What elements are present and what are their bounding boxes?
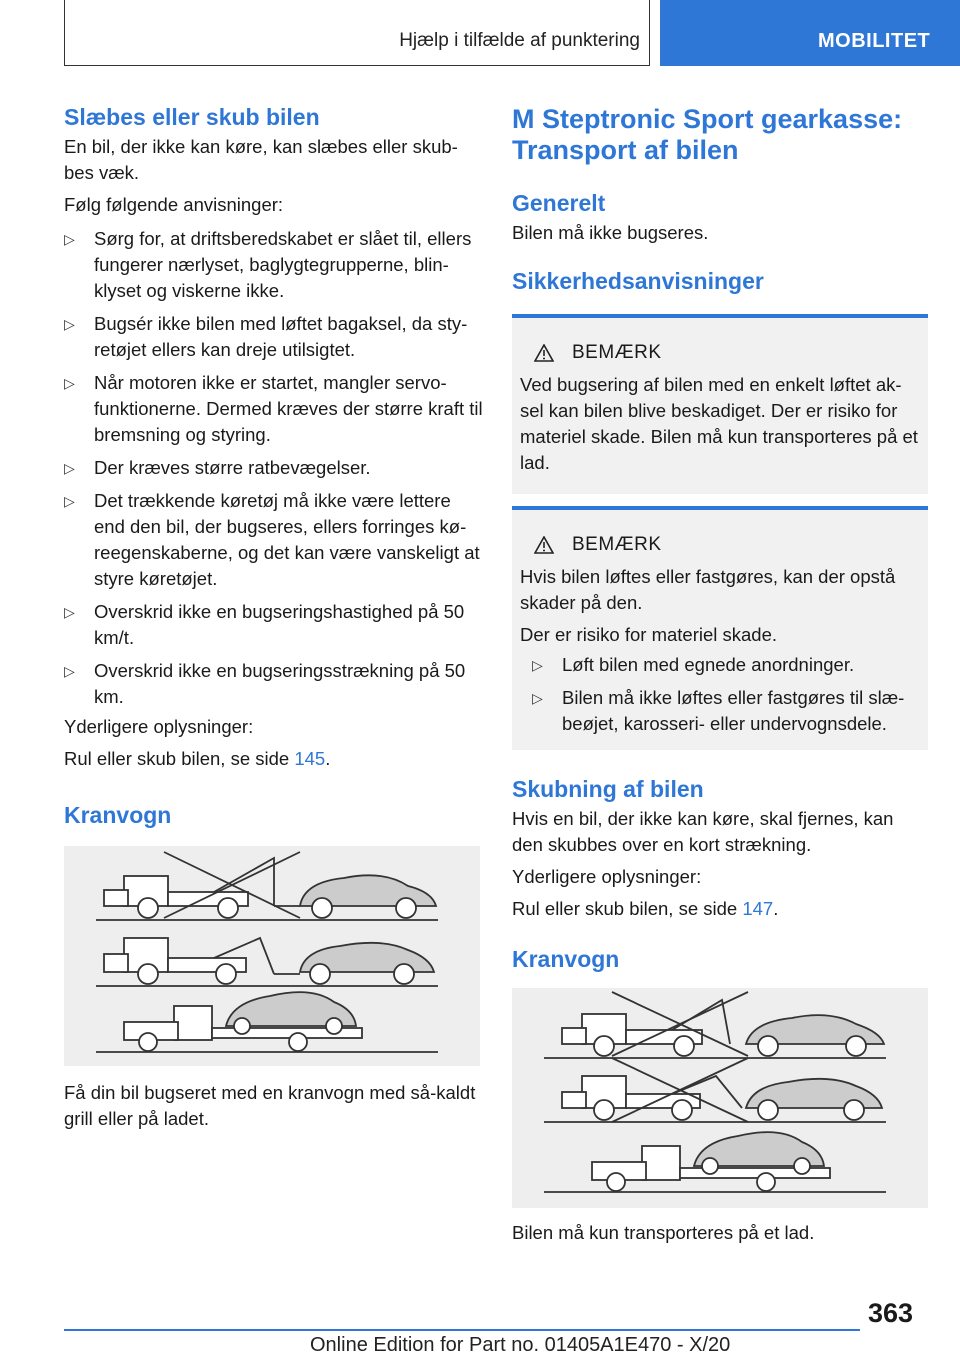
warning-triangle-icon [534,344,554,362]
triangle-bullet-icon: ▷ [64,231,75,247]
caution-note-1 [512,314,928,494]
general-text: Bilen må ikke bugseres. [512,222,709,243]
more-info-label: Yderligere oplysninger: [512,866,702,887]
triangle-bullet-icon: ▷ [64,663,75,679]
list-item: ▷ Bilen må ikke løftes eller fastgøres til slæ-beøjet, karosseri- eller undervognsdele. [532,687,905,734]
reference: Rul eller skub bilen, se side 145. [64,748,331,769]
caution-note-2 [512,506,928,750]
list-item: ▷ Overskrid ikke en bugseringshastighed på 50 km/t. [64,601,465,648]
section-title-transport: M Steptronic Sport gearkasse: Transport af bilen [512,104,903,165]
triangle-bullet-icon: ▷ [64,375,75,391]
page-link[interactable]: 145 [294,748,326,769]
triangle-bullet-icon: ▷ [532,657,543,673]
triangle-bullet-icon: ▷ [64,460,75,476]
left-column [64,100,484,1132]
header-tab[interactable] [660,0,960,66]
caution-list [532,652,920,737]
tow-instructions-list [64,226,484,710]
subsection-title-kranvogn: Kranvogn [512,946,620,972]
right-column [512,100,928,1246]
subsection-title-push: Skubning af bilen [512,776,704,802]
flatbed-illustration [512,988,928,1208]
subsection-title-general: Generelt [512,190,606,216]
flatbed-diagram [512,988,928,1208]
footer-edition: Online Edition for Part no. 01405A1E470 - X/20 [310,1334,731,1356]
more-info-label: Yderligere oplysninger: [64,716,254,737]
triangle-bullet-icon: ▷ [64,316,75,332]
triangle-bullet-icon: ▷ [532,690,543,706]
page-number: 363 [868,1298,914,1328]
list-item: ▷ Det trækkende køretøj må ikke være lettere end den bil, der bugseres, ellers forringes kø-reegenskaberne, og det kan være vanskeligt at styre køretøjet. [64,490,480,589]
header-section-title: Hjælp i tilfælde af punktering [399,30,640,51]
list-item: ▷ Overskrid ikke en bugseringsstrækning på 50 km. [64,660,466,707]
tow-truck-illustration [64,846,480,1066]
reference: Rul eller skub bilen, se side 147. [512,898,779,919]
section-title-kranvogn: Kranvogn [64,802,172,828]
list-item: ▷ Bugsér ikke bilen med løftet bagaksel, da sty-retøjet ellers kan dreje utilsigtet. [64,313,468,360]
subsection-title-safety: Sikkerhedsanvisninger [512,268,764,294]
caution-text: Ved bugsering af bilen med en enkelt løftet ak-sel kan bilen blive beskadiget. Der er risiko for materiel skade. Bilen må kun transporteres på et lad. [520,374,918,473]
list-item: ▷ Sørg for, at driftsberedskabet er slået til, ellers fungerer nærlyset, baglygtegrupperne, blin-klyset og viskerne ikke. [64,228,472,301]
section-title-tow: Slæbes eller skub bilen [64,104,320,130]
caution-text: Hvis bilen løftes eller fastgøres, kan der opstå skader på den. [520,566,896,613]
tow-truck-diagram [64,846,480,1066]
tow-intro: En bil, der ikke kan køre, kan slæbes eller skub-bes væk. [64,136,458,183]
list-item: ▷ Når motoren ikke er startet, mangler servo-funktionerne. Dermed kræves der større kraft til bremsning og styring. [64,372,483,445]
caution-heading: BEMÆRK [520,340,920,366]
tow-follow: Følg følgende anvisninger: [64,194,284,215]
kranvogn-text: Bilen må kun transporteres på et lad. [512,1222,815,1243]
warning-triangle-icon [534,536,554,554]
list-item: ▷ Der kræves større ratbevægelser. [64,455,484,481]
caution-heading: BEMÆRK [520,532,920,558]
list-item: ▷ Løft bilen med egnede anordninger. [532,652,920,678]
kranvogn-text: Få din bil bugseret med en kranvogn med så-kaldt grill eller på ladet. [64,1082,476,1129]
triangle-bullet-icon: ▷ [64,604,75,620]
caution-text-2: Der er risiko for materiel skade. [520,624,778,645]
footer-divider [64,1329,860,1331]
push-text: Hvis en bil, der ikke kan køre, skal fjernes, kan den skubbes over en kort strækning. [512,808,894,855]
page-link[interactable]: 147 [742,898,774,919]
header-tab-label: MOBILITET [818,30,931,52]
triangle-bullet-icon: ▷ [64,493,75,509]
